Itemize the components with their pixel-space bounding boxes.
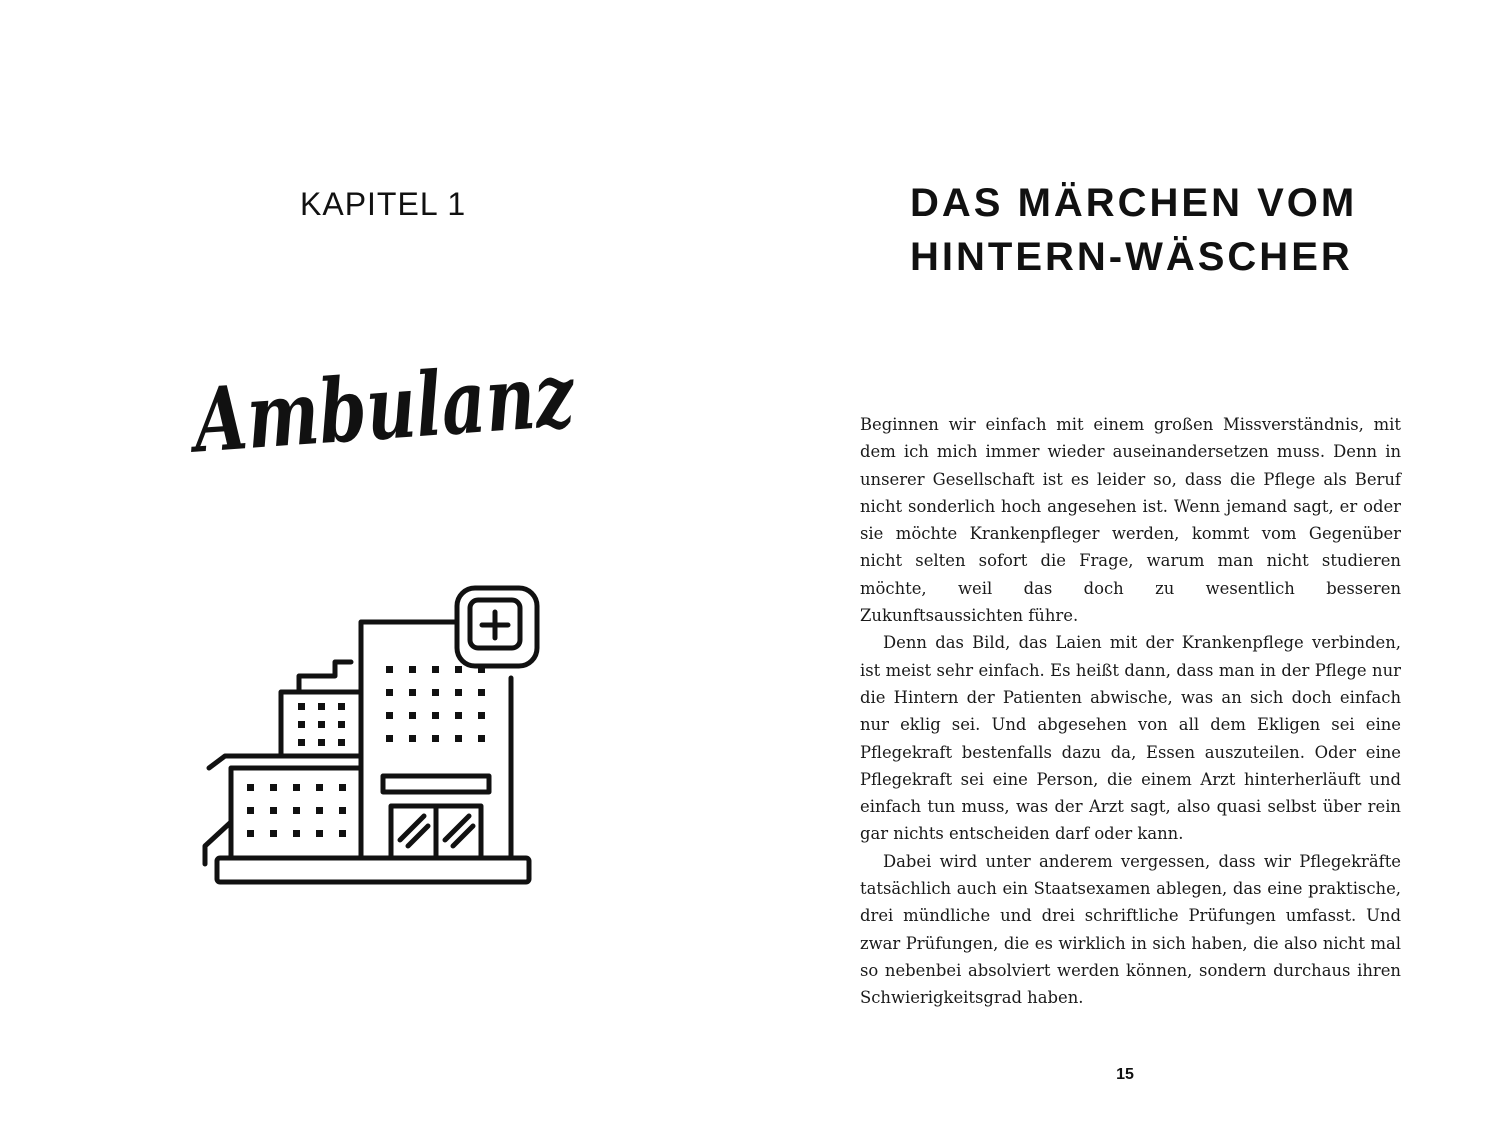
chapter-title xyxy=(910,176,1358,284)
chapter-title-line-1: DAS MÄRCHEN VOM xyxy=(910,181,1358,225)
chapter-label: KAPITEL 1 xyxy=(300,186,467,222)
hospital-building-icon xyxy=(195,578,545,890)
paragraph: Beginnen wir einfach mit einem großen Missverständnis, mit dem ich mich immer wieder auseinandersetzen muss. Denn in unserer Gesellschaft ist es leider so, dass die Pflege als Beruf nicht sonderlich hoch angesehen ist. Wenn jemand sagt, er oder sie möchte Krankenpfleger werden, kommt vom Gegenüber nicht selten sofort die Frage, warum man nicht studieren möchte, weil das doch zu wesentlich besseren Zukunftsaussichten führe. xyxy=(860,415,1401,626)
section-word-text: Ambulanz xyxy=(190,334,689,473)
right-page xyxy=(750,0,1500,1131)
paragraph: Dabei wird unter anderem vergessen, dass wir Pflegekräfte tatsächlich auch ein Staatsexamen ablegen, das eine praktische, drei mündliche und drei schriftliche Prüfungen umfasst. Und zwar Prüfungen, die es wirklich in sich haben, die also nicht mal so nebenbei absolviert werden können, sondern durchaus ihren Schwierigkeitsgrad haben. xyxy=(860,851,1401,1008)
body-text xyxy=(860,411,1401,1012)
chapter-title-line-2: HINTERN-WÄSCHER xyxy=(910,235,1353,279)
paragraph: Denn das Bild, das Laien mit der Krankenpflege verbinden, ist meist sehr einfach. Es heißt dann, dass man in der Pflege nur die Hintern der Patienten abwische, was an sich doch einfach nur eklig sei. Und abgesehen von all dem Ekligen sei eine Pflegekraft bestenfalls dazu da, Essen auszuteilen. Oder eine Pflegekraft sei eine Person, die einem Arzt hinterherläuft und einfach tun muss, was der Arzt sagt, also quasi selbst über rein gar nichts entscheiden darf oder kann. xyxy=(860,633,1401,844)
section-word xyxy=(190,330,689,473)
page-number: 15 xyxy=(1116,1066,1134,1083)
